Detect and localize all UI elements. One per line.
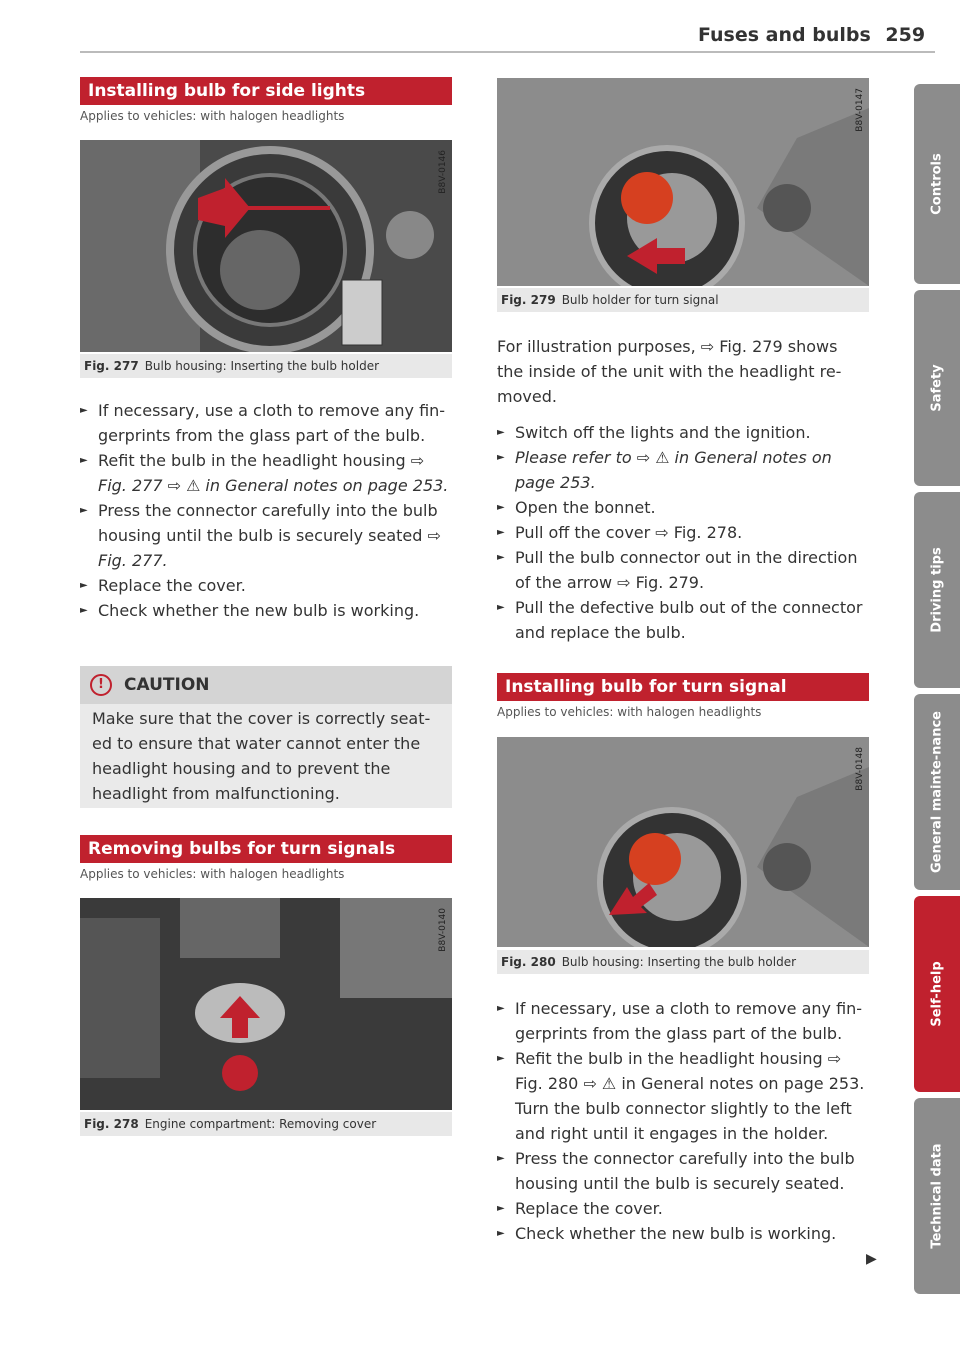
caution-icon: ! xyxy=(90,674,112,696)
steps-removing-turn-signals xyxy=(497,420,867,645)
tab-driving-tips[interactable]: Driving tips xyxy=(914,492,960,688)
caption-text: Bulb housing: Inserting the bulb holder xyxy=(561,955,797,969)
page-number: 259 xyxy=(885,24,926,46)
figure-caption xyxy=(80,354,452,378)
step-text: Refit the bulb in the headlight housing xyxy=(98,451,406,470)
engine-compartment-illustration xyxy=(80,898,452,1110)
steps-side-lights xyxy=(80,398,452,623)
caution-title: CAUTION xyxy=(124,675,210,695)
tab-technical-data[interactable]: Technical data xyxy=(914,1098,960,1294)
figure-caption xyxy=(80,1112,452,1136)
tab-general-maintenance[interactable]: General mainte-nance xyxy=(914,694,960,890)
step-item: ► Open the bonnet. xyxy=(497,495,867,520)
step-item: ► Pull the bulb connector out in the direction of the arrow ⇨ Fig. 279. xyxy=(497,545,867,595)
figure-280 xyxy=(497,737,869,947)
figure-code: B8V-0140 xyxy=(438,908,448,952)
running-header xyxy=(698,24,925,46)
step-text: Press the connector carefully into the bulb housing until the bulb is securely seated xyxy=(98,501,438,545)
section-heading-removing-turn-signals: Removing bulbs for turn signals xyxy=(80,835,452,863)
figure-label: Fig. 278 xyxy=(84,1117,139,1131)
tab-controls[interactable]: Controls xyxy=(914,84,960,284)
step-item: ► Refit the bulb in the headlight housing ⇨ Fig. 280 ⇨ ⚠ in General notes on page 253. Turn the bulb connector slightly to the left and right until it engages in the holder. xyxy=(497,1046,867,1146)
figure-caption xyxy=(497,950,869,974)
step-item: ► Check whether the new bulb is working. xyxy=(497,1221,867,1246)
figure-label: Fig. 279 xyxy=(501,293,556,307)
caution-header xyxy=(80,666,452,704)
cross-reference: ⇨ Fig. 277. xyxy=(98,526,441,570)
caption-text: Bulb housing: Inserting the bulb holder xyxy=(144,359,380,373)
tab-self-help[interactable]: Self-help xyxy=(914,896,960,1092)
step-item xyxy=(80,448,452,498)
caution-body xyxy=(80,704,452,808)
step-item: ► Pull the defective bulb out of the connector and replace the bulb. xyxy=(497,595,867,645)
figure-code: B8V-0146 xyxy=(438,150,448,194)
figure-278 xyxy=(80,898,452,1110)
applies-note: Applies to vehicles: with halogen headlights xyxy=(80,867,345,881)
step-item: ► If necessary, use a cloth to remove any fin-gerprints from the glass part of the bulb. xyxy=(80,398,452,448)
step-item: ► Check whether the new bulb is working. xyxy=(80,598,452,623)
caption-text: Bulb holder for turn signal xyxy=(561,293,719,307)
caution-text: Make sure that the cover is correctly seat-ed to ensure that water cannot enter the headlight housing and to prevent the headlight from malfunctioning. xyxy=(92,709,431,803)
applies-note: Applies to vehicles: with halogen headlights xyxy=(80,109,345,123)
steps-installing-turn-signal xyxy=(497,996,867,1246)
continue-arrow-icon: ▶ xyxy=(866,1251,877,1267)
step-item: ► Replace the cover. xyxy=(497,1196,867,1221)
step-item: ► If necessary, use a cloth to remove any fin-gerprints from the glass part of the bulb. xyxy=(497,996,867,1046)
figure-caption xyxy=(497,288,869,312)
step-item: ► Press the connector carefully into the bulb housing until the bulb is securely seated. xyxy=(497,1146,867,1196)
figure-label: Fig. 277 xyxy=(84,359,139,373)
cross-reference: ⇨ Fig. 277 ⇨ ⚠ in General notes on page 253. xyxy=(98,451,449,495)
figure-label: Fig. 280 xyxy=(501,955,556,969)
figure-code: B8V-0147 xyxy=(855,88,865,132)
bulb-housing-turn-signal-illustration xyxy=(497,737,869,947)
turn-signal-holder-illustration xyxy=(497,78,869,286)
figure-code: B8V-0148 xyxy=(855,747,865,791)
section-heading-side-lights: Installing bulb for side lights xyxy=(80,77,452,105)
figure-277 xyxy=(80,140,452,352)
figure-279 xyxy=(497,78,869,286)
step-item: ► Pull off the cover ⇨ Fig. 278. xyxy=(497,520,867,545)
intro-text: For illustration purposes, ⇨ Fig. 279 shows the inside of the unit with the headlight re-moved. xyxy=(497,337,842,406)
step-item: ► Please refer to ⇨ ⚠ in General notes on page 253. xyxy=(497,445,867,495)
step-item: ► Switch off the lights and the ignition. xyxy=(497,420,867,445)
section-heading-installing-turn-signal: Installing bulb for turn signal xyxy=(497,673,869,701)
step-item xyxy=(80,498,452,573)
bulb-housing-illustration xyxy=(80,140,452,352)
tab-safety[interactable]: Safety xyxy=(914,290,960,486)
step-item: ► Replace the cover. xyxy=(80,573,452,598)
header-title: Fuses and bulbs xyxy=(698,24,871,46)
applies-note: Applies to vehicles: with halogen headlights xyxy=(497,705,762,719)
caption-text: Engine compartment: Removing cover xyxy=(144,1117,377,1131)
header-rule xyxy=(80,51,935,53)
